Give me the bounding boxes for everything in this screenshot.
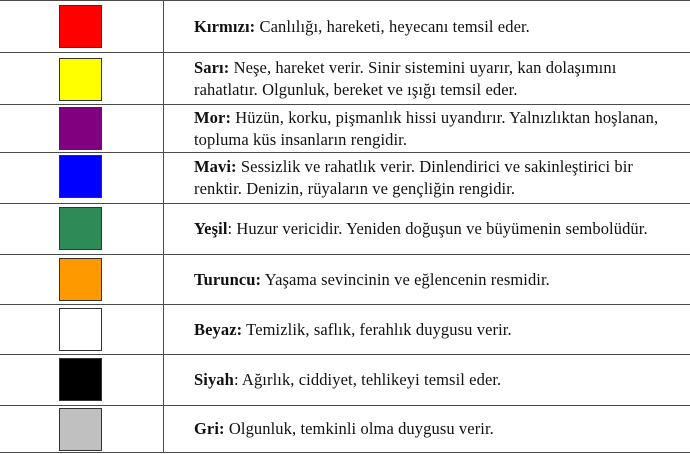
white-color-swatch xyxy=(59,308,102,351)
color-description: Canlılığı, hareketi, heyecanı temsil eder. xyxy=(255,16,530,36)
table-row-white xyxy=(0,304,690,354)
swatch-cell xyxy=(0,105,164,152)
description-cell xyxy=(194,53,682,104)
table-row-green xyxy=(0,203,690,254)
color-name: Sarı: xyxy=(194,57,230,77)
description-text xyxy=(194,107,682,151)
color-description: Temizlik, saflık, ferahlık duygusu verir. xyxy=(242,319,512,339)
blue-color-swatch xyxy=(59,155,102,198)
gray-color-swatch xyxy=(59,408,102,451)
color-name: Kırmızı: xyxy=(194,16,256,36)
description-cell xyxy=(194,1,682,52)
description-text xyxy=(194,269,550,291)
purple-color-swatch xyxy=(59,107,102,150)
description-text xyxy=(194,57,682,101)
color-name: Yeşil xyxy=(194,219,228,238)
swatch-cell xyxy=(0,305,164,354)
swatch-cell xyxy=(0,53,164,104)
black-color-swatch xyxy=(59,358,102,401)
description-text xyxy=(194,156,682,200)
swatch-cell xyxy=(0,406,164,452)
color-name: Turuncu: xyxy=(194,269,262,289)
color-name: Mavi: xyxy=(194,157,237,176)
color-name: Beyaz: xyxy=(194,319,243,339)
description-cell xyxy=(194,105,682,152)
color-description: Sessizlik ve rahatlık verir. Dinlendirici ve sakinleştirici bir renktir. Denizin, rüyaların ve gençliğin rengidir. xyxy=(194,157,633,198)
color-name: Siyah xyxy=(194,370,234,389)
swatch-cell xyxy=(0,153,164,203)
color-name: Mor: xyxy=(194,107,232,127)
color-description: Olgunluk, temkinli olma duygusu verir. xyxy=(224,419,494,438)
color-description: Hüzün, korku, pişmanlık hissi uyandırır. Yalnızlıktan hoşlanan, topluma küs insanların rengidir. xyxy=(194,107,659,149)
orange-color-swatch xyxy=(59,258,102,301)
description-text xyxy=(194,218,648,240)
description-cell xyxy=(194,305,682,354)
description-text xyxy=(194,319,512,341)
table-row-red xyxy=(0,0,690,52)
description-cell xyxy=(194,406,682,452)
table-row-yellow xyxy=(0,52,690,104)
description-cell xyxy=(194,355,682,405)
swatch-cell xyxy=(0,1,164,52)
description-text xyxy=(194,418,494,440)
color-description: Yaşama sevincinin ve eğlencenin resmidir. xyxy=(261,269,550,289)
red-color-swatch xyxy=(59,5,102,48)
color-description: : Ağırlık, ciddiyet, tehlikeyi temsil eder. xyxy=(233,370,502,389)
table-row-orange xyxy=(0,254,690,304)
yellow-color-swatch xyxy=(59,58,102,101)
color-description: Neşe, hareket verir. Sinir sistemini uyarır, kan dolaşımını rahatlatır. Olgunluk, bereket ve ışığı temsil eder. xyxy=(194,57,617,99)
description-cell xyxy=(194,153,682,203)
table-row-blue xyxy=(0,152,690,203)
table-row-black xyxy=(0,354,690,405)
swatch-cell xyxy=(0,204,164,254)
description-cell xyxy=(194,255,682,304)
description-text xyxy=(194,16,530,38)
description-text xyxy=(194,369,501,391)
swatch-cell xyxy=(0,355,164,405)
swatch-cell xyxy=(0,255,164,304)
color-name: Gri: xyxy=(194,419,225,438)
description-cell xyxy=(194,204,682,254)
table-row-purple xyxy=(0,104,690,152)
table-row-gray xyxy=(0,405,690,453)
color-description: : Huzur vericidir. Yeniden doğuşun ve büyümenin sembolüdür. xyxy=(227,219,648,238)
green-color-swatch xyxy=(59,207,102,250)
